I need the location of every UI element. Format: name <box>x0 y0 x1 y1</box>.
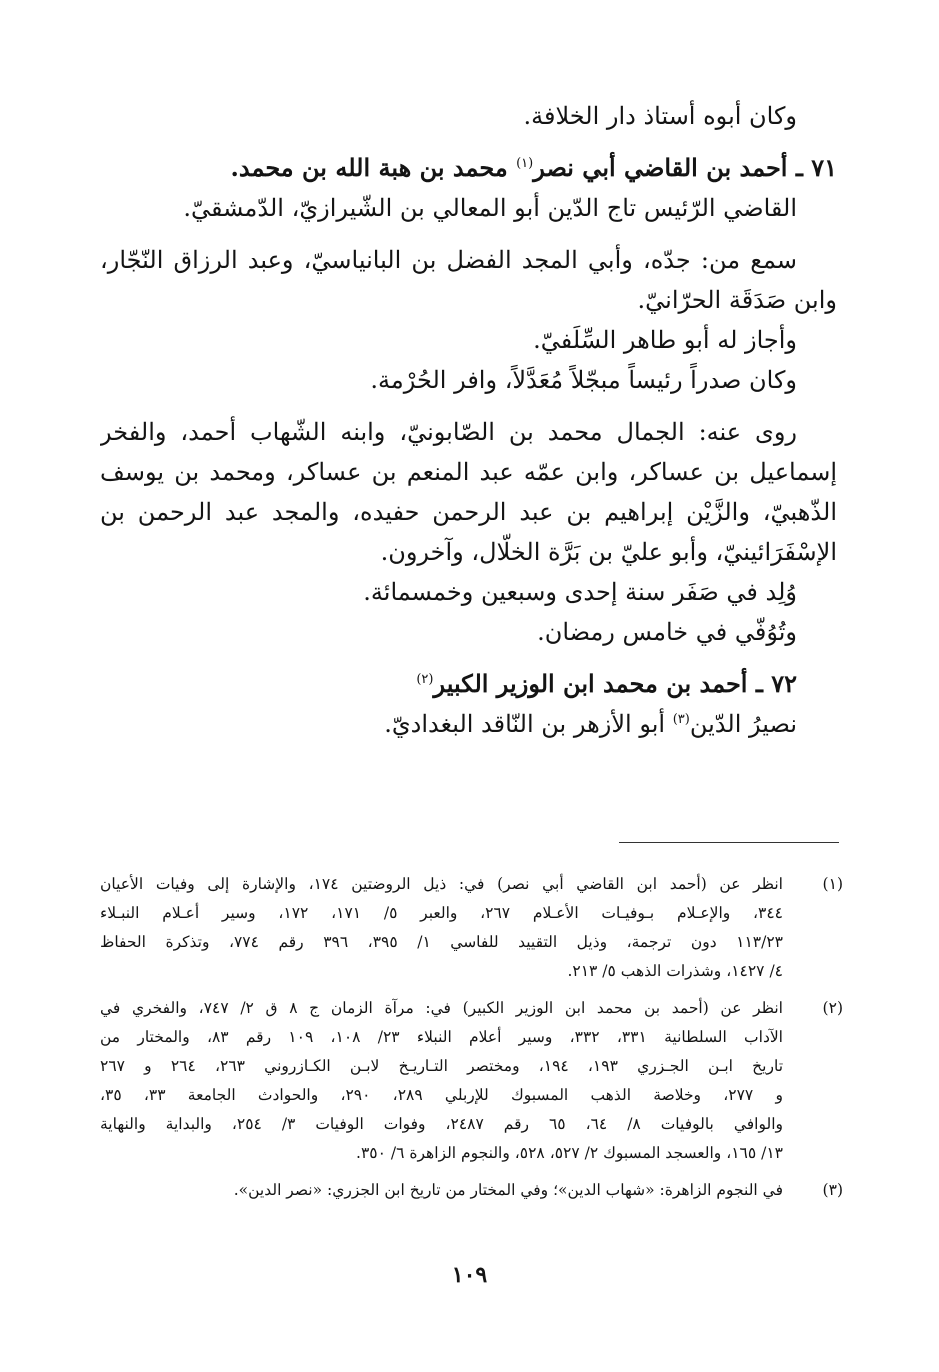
entry-72-heading <box>100 664 837 704</box>
footnote-line: و ٢٧٧، وخلاصة الذهب المسبوك للإربلي ٢٨٩، ٢٩٠، والحوادث الجامعة ٣٣، ٣٥، <box>100 1086 783 1104</box>
entry-71-line: وتُوُفّي في خامس رمضان. <box>537 618 797 646</box>
entry-71-heading <box>100 148 837 188</box>
entry-71-line: وأجاز له أبو طاهر السِّلَفيّ. <box>533 326 797 354</box>
footnote-2 <box>100 994 843 1168</box>
entry-71-line: وابن صَدَقَة الحرّانيّ. <box>637 286 837 314</box>
footnote-line: في النجوم الزاهرة: «شهاب الدين»؛ وفي المختار من تاريخ ابن الجزري: «نصر الدين». <box>233 1181 783 1199</box>
entry-71-line: إسماعيل بن عساكر، وابن عمّه عبد المنعم بن عساكر، ومحمد بن يوسف <box>100 458 837 486</box>
page-number: ١٠٩ <box>451 1262 488 1288</box>
footnote-line: ٣٤٤، والإعـلام بـوفيـات الأعـلام ٢٦٧، والعبر ٥/ ١٧١، ١٧٢، وسير أعـلام النبـلاء <box>100 904 783 922</box>
footnote-line: ١١٣/٢٣ دون ترجمة، وذيل التقييد للفاسي ١/ ٣٩٥، ٣٩٦ رقم ٧٧٤، وتذكرة الحفاظ <box>100 933 783 951</box>
entry-72-line <box>100 704 837 744</box>
footnote-line: ١٣/ ١٦٥، والعسجد المسبوك ٢/ ٥٢٧، ٥٢٨، والنجوم الزاهرة ٦/ ٣٥٠. <box>356 1144 783 1162</box>
main-text <box>100 96 837 744</box>
footnotes <box>100 870 843 1213</box>
footnote-line: والوافي بالوفيات ٨/ ٦٤، ٦٥ رقم ٢٤٨٧، وفوات الوفيات ٣/ ٢٥٤، والبداية والنهاية <box>100 1115 783 1133</box>
footnote-ref-3: (٣) <box>672 712 690 727</box>
footnote-number: (٣) <box>822 1181 843 1199</box>
footnote-3 <box>100 1176 843 1205</box>
entry-71-line: روى عنه: الجمال محمد بن الصّابونيّ، وابنه الشّهاب أحمد، والفخر <box>100 418 797 446</box>
entry-71-line: الذّهبيّ، والزَّيْن إبراهيم بن عبد الرحمن حفيده، والمجد عبد الرحمن بن <box>100 498 837 526</box>
footnote-divider <box>619 842 839 843</box>
footnote-line: الآداب السلطانية ٣٣١، ٣٣٢، وسير أعلام النبلاء ٢٣/ ١٠٨، ١٠٩ رقم ٨٣، والمختار من <box>100 1028 783 1046</box>
entry-71-heading-part-b: محمد بن هبة الله بن محمد. <box>230 153 517 182</box>
footnote-line: انظر عن (أحمد ابن القاضي أبي نصر) في: ذيل الروضتين ١٧٤، والإشارة إلى وفيات الأعيان <box>100 875 783 893</box>
footnote-line: انظر عن (أحمد بن محمد ابن الوزير الكبير) في: مرآة الزمان ج ٨ ق ٢/ ٧٤٧، والفخري في <box>100 999 783 1017</box>
footnote-line: ٤/ ١٤٢٧، وشذرات الذهب ٥/ ٢١٣. <box>567 962 783 980</box>
footnote-ref-1: (١) <box>516 156 534 171</box>
entry-72-heading-text: ٧٢ ـ أحمد بن محمد ابن الوزير الكبير <box>433 669 797 698</box>
entry-71-line: سمع من: جدّه، وأبي المجد الفضل بن البانياسيّ، وعبد الرزاق النّجّار، <box>100 246 797 274</box>
footnote-1 <box>100 870 843 986</box>
entry-71-line: وُلِد في صَفَر سنة إحدى وسبعين وخمسمائة. <box>363 578 797 606</box>
entry-71-line: وكان صدراً رئيساً مبجّلاً مُعَدَّلاً، وافر الحُرْمة. <box>370 366 797 394</box>
footnote-number: (٢) <box>822 999 843 1017</box>
entry-72-line-part-a: نصيرُ الدّين <box>689 710 797 738</box>
entry-71-heading-part-a: ٧١ ـ أحمد بن القاضي أبي نصر <box>533 153 837 182</box>
footnote-ref-2: (٢) <box>416 672 434 687</box>
paragraph-line: وكان أبوه أستاذ دار الخلافة. <box>523 102 797 130</box>
footnote-number: (١) <box>822 875 843 893</box>
entry-71-line: الإسْفَرَائينيّ، وأبو عليّ بن بَرَّة الخلّال، وآخرون. <box>380 538 837 566</box>
entry-72-line-part-b: أبو الأزهر بن النّاقد البغداديّ. <box>384 710 673 738</box>
footnote-line: تاريخ ابـن الجـزري ١٩٣، ١٩٤، ومختصر التـاريـخ لابـن الكـازروني ٢٦٣، ٢٦٤ و ٢٦٧ <box>100 1057 783 1075</box>
entry-71-line: القاضي الرّئيس تاج الدّين أبو المعالي بن الشّيرازيّ، الدّمشقيّ. <box>183 194 797 222</box>
